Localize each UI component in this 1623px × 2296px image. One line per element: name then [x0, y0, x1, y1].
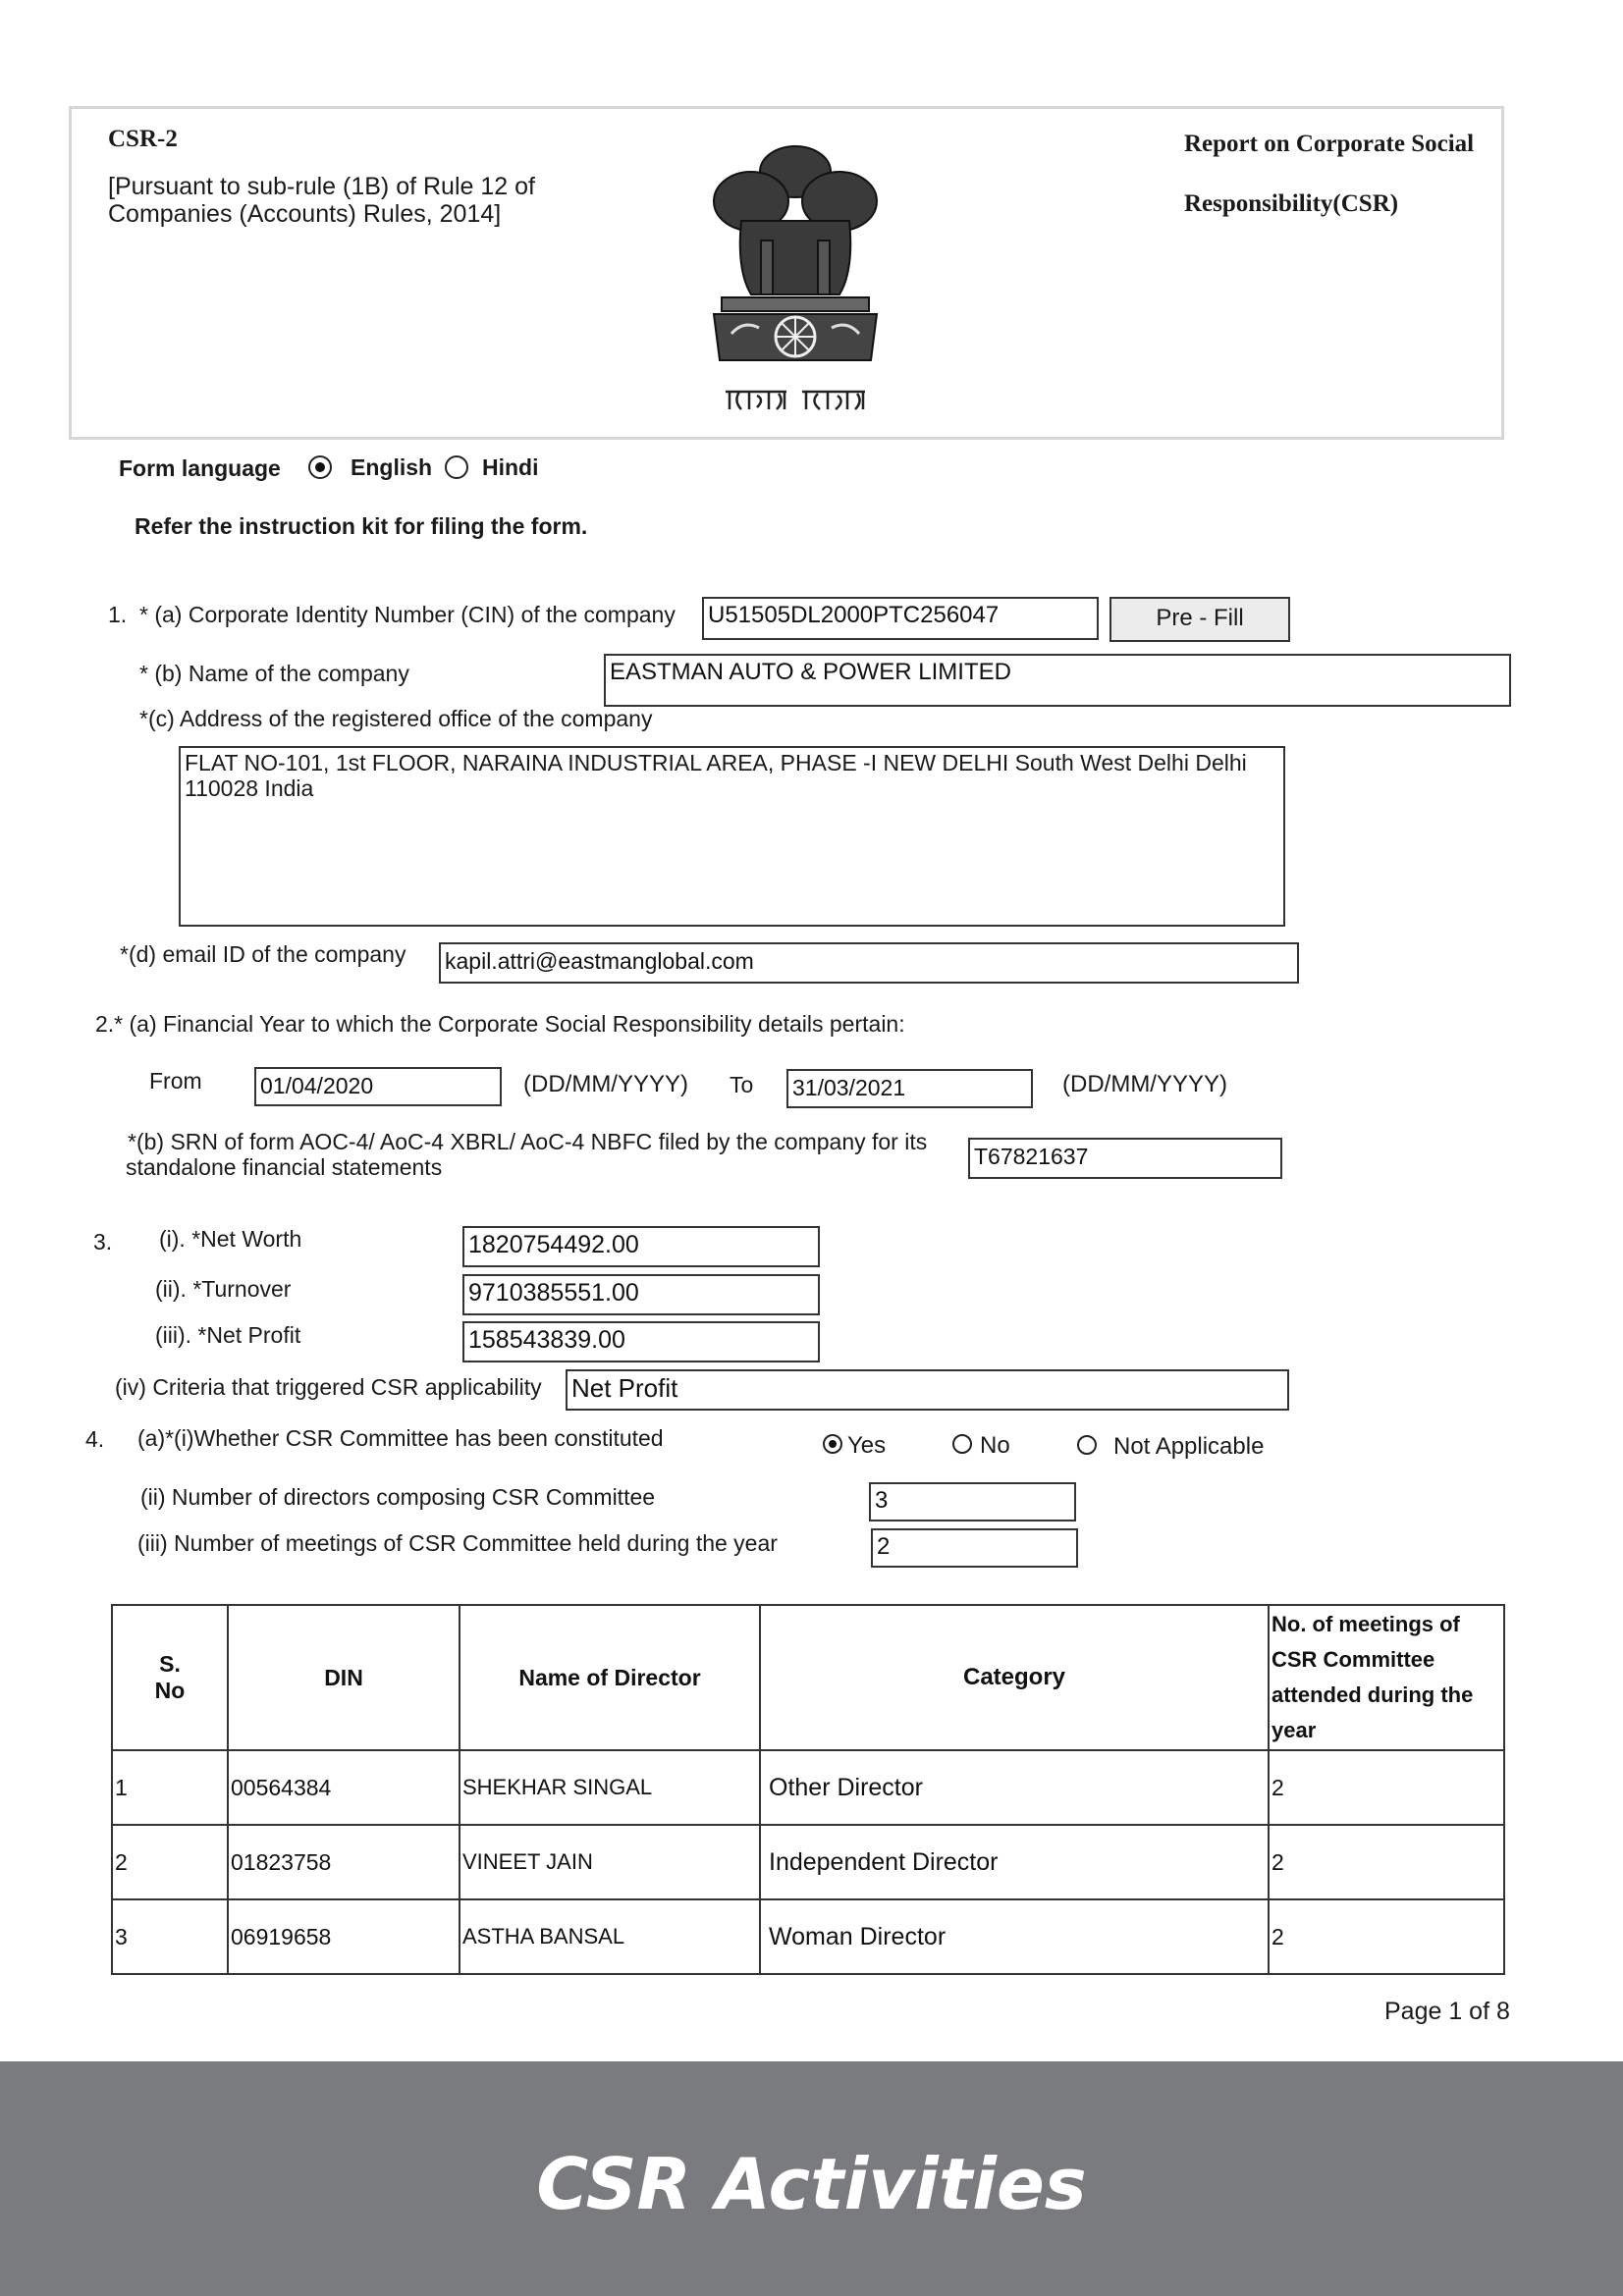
report-title-line-1: Report on Corporate Social	[1184, 131, 1475, 157]
q1-number: 1.	[108, 602, 128, 627]
language-option-english: English	[351, 454, 433, 480]
srn-label-line-2: standalone financial statements	[126, 1154, 443, 1180]
net-profit-field[interactable]: 158543839.00	[462, 1321, 820, 1362]
net-profit-label: (iii). *Net Profit	[155, 1322, 301, 1348]
header-sno-line-1: S.	[159, 1651, 181, 1677]
cell-category: Independent Director	[760, 1825, 1269, 1899]
committee-radio-no[interactable]	[952, 1434, 972, 1454]
cell-sno: 1	[112, 1750, 228, 1825]
q4-number: 4.	[85, 1426, 105, 1452]
table-header-row	[112, 1605, 1504, 1750]
srn-field[interactable]: T67821637	[968, 1138, 1282, 1179]
address-line-1: FLAT NO-101, 1st FLOOR, NARAINA INDUSTRIAL AREA, PHASE -I NEW DELHI South West Delhi Delhi	[185, 750, 1247, 775]
form-code: CSR-2	[108, 126, 178, 152]
table-row	[112, 1899, 1504, 1974]
committee-option-yes: Yes	[847, 1432, 887, 1459]
cell-meetings-attended: 2	[1269, 1750, 1504, 1825]
prefill-button[interactable]: Pre - Fill	[1109, 597, 1290, 642]
table-row	[112, 1750, 1504, 1825]
committee-label: (a)*(i)Whether CSR Committee has been constituted	[137, 1425, 664, 1451]
radio-unselected-icon	[1077, 1435, 1097, 1455]
table-row	[112, 1825, 1504, 1899]
cell-meetings-attended: 2	[1269, 1899, 1504, 1974]
directors-count-label: (ii) Number of directors composing CSR Committee	[140, 1484, 656, 1510]
radio-unselected-icon	[952, 1434, 972, 1454]
header-meetings-attended: No. of meetings of CSR Committee attended during the year	[1269, 1605, 1504, 1750]
pursuant-line-1: [Pursuant to sub-rule (1B) of Rule 12 of	[108, 173, 535, 200]
turnover-label: (ii). *Turnover	[155, 1276, 292, 1302]
emblem-motto	[692, 386, 898, 422]
meetings-count-label: (iii) Number of meetings of CSR Committee held during the year	[137, 1530, 778, 1556]
header-din: DIN	[228, 1605, 460, 1750]
directors-count-field[interactable]: 3	[869, 1482, 1076, 1522]
cell-meetings-attended: 2	[1269, 1825, 1504, 1899]
to-date-field[interactable]: 31/03/2021	[786, 1069, 1033, 1108]
net-worth-label: (i). *Net Worth	[159, 1226, 302, 1252]
meetings-count-field[interactable]: 2	[871, 1528, 1078, 1568]
instruction-text: Refer the instruction kit for filing the form.	[135, 513, 588, 539]
language-radio-hindi[interactable]	[445, 455, 468, 479]
page-indicator: Page 1 of 8	[1384, 1998, 1510, 2025]
footer-banner-title: CSR Activities	[536, 2143, 1087, 2225]
address-line-2: 110028 India	[185, 775, 314, 801]
header-director-name: Name of Director	[460, 1605, 760, 1750]
to-label: To	[730, 1072, 754, 1097]
q3-number: 3.	[93, 1229, 113, 1255]
committee-option-no: No	[980, 1432, 1010, 1459]
company-name-field[interactable]: EASTMAN AUTO & POWER LIMITED	[604, 654, 1511, 707]
to-date-format: (DD/MM/YYYY)	[1062, 1071, 1227, 1097]
cell-director-name: ASTHA BANSAL	[460, 1899, 760, 1974]
pursuant-line-2: Companies (Accounts) Rules, 2014]	[108, 200, 502, 228]
from-date-field[interactable]: 01/04/2020	[254, 1067, 502, 1106]
cin-field[interactable]: U51505DL2000PTC256047	[702, 597, 1099, 640]
committee-radio-not-applicable[interactable]	[1077, 1435, 1097, 1455]
address-field[interactable]	[179, 746, 1285, 927]
header-sno	[112, 1605, 228, 1750]
header-category: Category	[760, 1605, 1269, 1750]
financial-year-label: 2.* (a) Financial Year to which the Corporate Social Responsibility details pertain:	[95, 1011, 905, 1037]
radio-unselected-icon	[445, 455, 468, 479]
srn-label-line-1: *(b) SRN of form AOC-4/ AoC-4 XBRL/ AoC-4 NBFC filed by the company for its	[128, 1129, 928, 1154]
cin-label: * (a) Corporate Identity Number (CIN) of the company	[139, 602, 676, 627]
from-date-format: (DD/MM/YYYY)	[523, 1071, 688, 1097]
cell-din: 01823758	[228, 1825, 460, 1899]
criteria-field[interactable]: Net Profit	[566, 1369, 1289, 1411]
address-label: *(c) Address of the registered office of the company	[139, 706, 653, 731]
language-option-hindi: Hindi	[482, 454, 539, 480]
from-label: From	[149, 1068, 202, 1094]
company-name-label: * (b) Name of the company	[139, 661, 409, 686]
committee-radio-yes[interactable]	[823, 1434, 842, 1454]
committee-option-not-applicable: Not Applicable	[1113, 1433, 1265, 1460]
national-emblem-icon	[692, 133, 898, 388]
cell-din: 06919658	[228, 1899, 460, 1974]
email-label: *(d) email ID of the company	[120, 941, 406, 967]
language-radio-english[interactable]	[308, 455, 332, 479]
cell-sno: 2	[112, 1825, 228, 1899]
turnover-field[interactable]: 9710385551.00	[462, 1274, 820, 1315]
cell-category: Other Director	[760, 1750, 1269, 1825]
radio-selected-icon	[823, 1434, 842, 1454]
cell-director-name: SHEKHAR SINGAL	[460, 1750, 760, 1825]
header-sno-line-2: No	[154, 1678, 186, 1703]
form-language-label: Form language	[119, 455, 281, 481]
cell-category: Woman Director	[760, 1899, 1269, 1974]
cell-sno: 3	[112, 1899, 228, 1974]
net-worth-field[interactable]: 1820754492.00	[462, 1226, 820, 1267]
report-title-line-2: Responsibility(CSR)	[1184, 190, 1399, 217]
criteria-label: (iv) Criteria that triggered CSR applicability	[115, 1374, 542, 1400]
directors-table	[111, 1604, 1505, 1975]
radio-selected-icon	[308, 455, 332, 479]
email-field[interactable]: kapil.attri@eastmanglobal.com	[439, 942, 1299, 984]
cell-din: 00564384	[228, 1750, 460, 1825]
cell-director-name: VINEET JAIN	[460, 1825, 760, 1899]
